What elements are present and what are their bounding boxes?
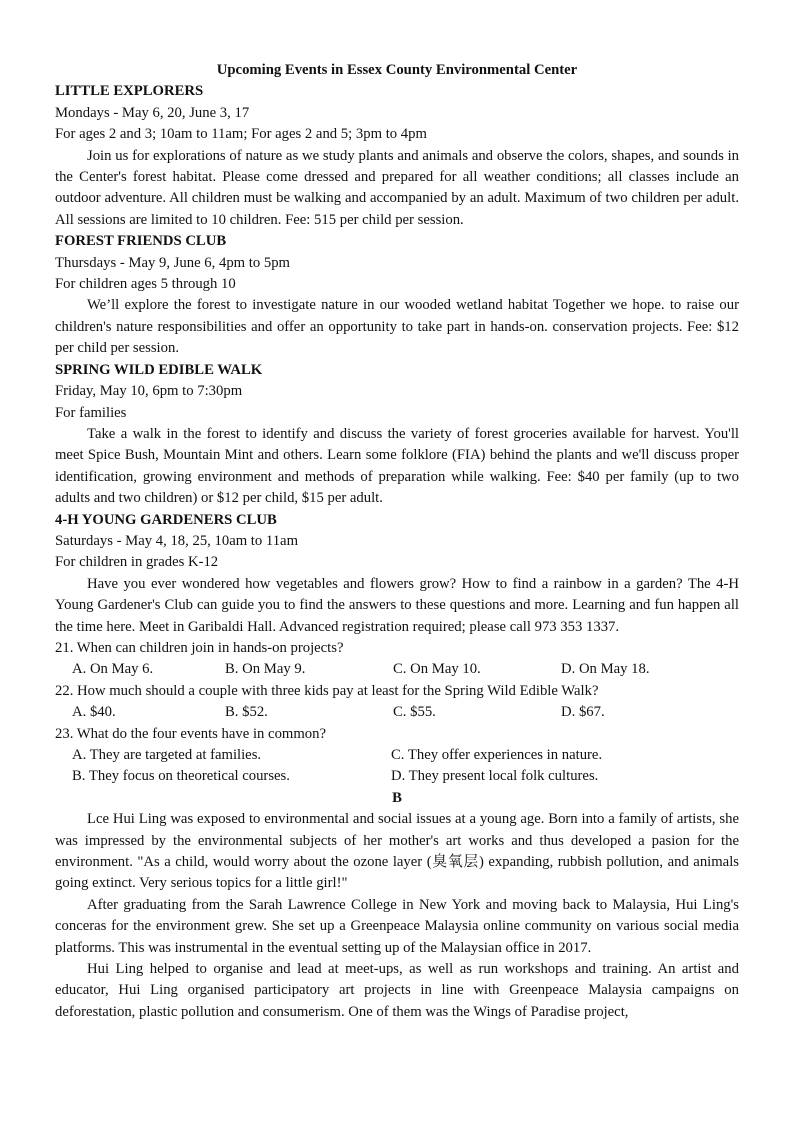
answer-option-c: C. On May 10. bbox=[393, 661, 481, 678]
event-description: Join us for explorations of nature as we study plants and animals and observe the colors, shapes, and sounds in the Center's forest habitat. Please come dressed and prepared for all weather conditions; all classes include an outdoor adventure. All children must be walking and accompanied by an adult. Maximum of two children per adult. All sessions are limited to 10 children. Fee: 515 per child per session. bbox=[55, 147, 739, 228]
event-schedule: Mondays - May 6, 20, June 3, 17 bbox=[55, 104, 250, 121]
event-audience: For children ages 5 through 10 bbox=[55, 276, 236, 293]
question-stem: 23. What do the four events have in common? bbox=[55, 725, 326, 742]
answer-options bbox=[55, 702, 739, 723]
event-schedule: Friday, May 10, 6pm to 7:30pm bbox=[55, 383, 243, 400]
answer-options-row-2 bbox=[55, 766, 739, 787]
event-schedule: Thursdays - May 9, June 6, 4pm to 5pm bbox=[55, 254, 290, 271]
passage-paragraph: Lce Hui Ling was exposed to environmental and social issues at a young age. Born into a family of artists, she was impressed by the environmental subjects of her mother's art works and thus developed a pasion for the environment. "As a child, would worry about the ozone layer (臭氧层) expanding, rubbish pollution, and animals going extinct. Very serious topics for a little girl!" bbox=[55, 811, 739, 892]
question-stem: 22. How much should a couple with three kids pay at least for the Spring Wild Edible Walk? bbox=[55, 682, 599, 699]
answer-option-d: D. On May 18. bbox=[561, 661, 650, 678]
answer-options bbox=[55, 659, 739, 680]
answer-option-d: D. They present local folk cultures. bbox=[391, 768, 599, 785]
event-heading: FOREST FRIENDS CLUB bbox=[55, 233, 227, 250]
answer-option-c: C. $55. bbox=[393, 704, 436, 721]
answer-option-a: A. They are targeted at families. bbox=[72, 747, 262, 763]
question-21 bbox=[55, 638, 739, 681]
event-forest-friends-club bbox=[55, 231, 739, 359]
event-audience: For children in grades K-12 bbox=[55, 554, 219, 571]
document-title: Upcoming Events in Essex County Environmental Center bbox=[216, 62, 578, 78]
answer-option-a: A. On May 6. bbox=[72, 661, 154, 678]
event-heading: 4-H YOUNG GARDENERS CLUB bbox=[55, 511, 277, 528]
answer-option-b: B. $52. bbox=[225, 704, 268, 721]
event-little-explorers bbox=[55, 81, 739, 231]
passage-paragraph: After graduating from the Sarah Lawrence College in New York and moving back to Malaysia, Hui Ling's conceras for the environment grew. She set up a Greenpeace Malaysia online community on various social media platforms. This was instrumental in the eventual setting up of the Malaysian office in 2017. bbox=[55, 896, 739, 956]
event-spring-wild-edible-walk bbox=[55, 360, 739, 510]
question-stem: 21. When can children join in hands-on projects? bbox=[55, 639, 344, 656]
answer-option-b: B. They focus on theoretical courses. bbox=[72, 768, 290, 785]
event-description: Have you ever wondered how vegetables and flowers grow? How to find a rainbow in a garden? The 4-H Young Gardener's Club can guide you to find the answers to these questions and more. Learning and fun happen all the time here. Meet in Garibaldi Hall. Advanced registration required; please call 973 353 1337. bbox=[55, 575, 739, 635]
question-22 bbox=[55, 681, 739, 724]
event-audience: For ages 2 and 3; 10am to 11am; For ages 2 and 5; 3pm to 4pm bbox=[55, 126, 427, 143]
section-label: B bbox=[392, 789, 402, 806]
answer-options-row-1 bbox=[55, 745, 739, 766]
answer-option-d: D. $67. bbox=[561, 704, 605, 721]
event-4h-young-gardeners-club bbox=[55, 510, 739, 638]
event-description: Take a walk in the forest to identify and discuss the variety of forest groceries available for harvest. You'll meet Spice Bush, Mountain Mint and others. Learn some folklore (FIA) behind the plants and we'll discuss proper identification, growing environment and methods of preparation while walking. Fee: $40 per family (up to two adults and two children) or $12 per child, $15 per adult. bbox=[55, 425, 739, 507]
answer-option-a: A. $40. bbox=[72, 704, 116, 721]
event-heading: SPRING WILD EDIBLE WALK bbox=[55, 361, 263, 378]
passage-paragraph: Hui Ling helped to organise and lead at meet-ups, as well as run workshops and training. An artist and educator, Hui Ling organised participatory art projects in line with Greenpeace Malaysia campaigns on deforestation, plastic pollution and consumerism. One of them was the Wings of Paradise project, bbox=[55, 961, 739, 1020]
passage-b bbox=[55, 788, 739, 1023]
answer-option-b: B. On May 9. bbox=[225, 661, 306, 678]
event-schedule: Saturdays - May 4, 18, 25, 10am to 11am bbox=[55, 532, 298, 549]
answer-option-c: C. They offer experiences in nature. bbox=[391, 747, 603, 763]
question-23 bbox=[55, 724, 739, 788]
event-description: We’ll explore the forest to investigate nature in our wooded wetland habitat Together we hope. to raise our children's nature responsibilities and offer an opportunity to take part in hands-on. conservation projects. Fee: $12 per child per session. bbox=[55, 297, 739, 357]
event-heading: LITTLE EXPLORERS bbox=[55, 83, 204, 100]
event-audience: For families bbox=[55, 404, 127, 421]
